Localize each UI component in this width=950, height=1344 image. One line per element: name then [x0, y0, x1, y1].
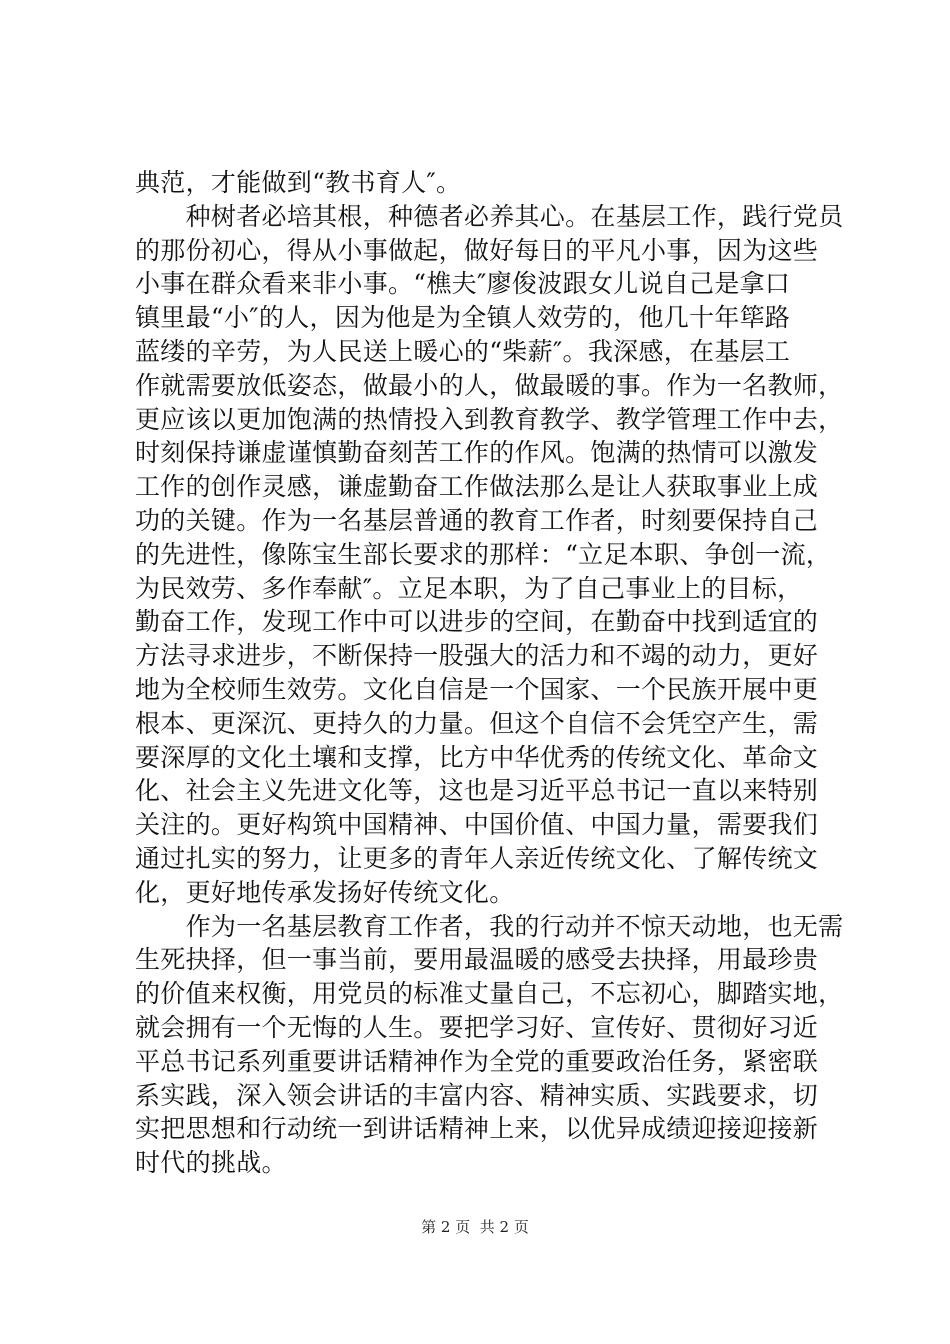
text-line: 化，更好地传承发扬好传统文化。 — [135, 877, 515, 907]
text-line: 蓝缕的辛劳，为人民送上暖心的“柴薪″。我深感，在基层工 — [135, 336, 791, 366]
text-line: 平总书记系列重要讲话精神作为全党的重要政治任务，紧密联 — [135, 1046, 819, 1076]
text-line: 就会拥有一个无悔的人生。要把学习好、宣传好、贯彻好习近 — [135, 1012, 819, 1042]
text-line: 为民效劳、多作奉献″。立足本职，为了自己事业上的目标， — [135, 573, 803, 603]
text-line: 作为一名基层教育工作者，我的行动并不惊天动地，也无需 — [135, 911, 844, 941]
text-line: 时刻保持谦虚谨慎勤奋刻苦工作的作风。饱满的热情可以激发 — [135, 438, 819, 468]
text-line: 的价值来权衡，用党员的标准丈量自己，不忘初心，脚踏实地， — [135, 979, 844, 1009]
page-number-footer: 第 2 页 共 2 页 — [421, 1218, 529, 1236]
text-line: 通过扎实的努力，让更多的青年人亲近传统文化、了解传统文 — [135, 843, 819, 873]
text-line: 地为全校师生效劳。文化自信是一个国家、一个民族开展中更 — [135, 674, 819, 704]
text-line: 化、社会主义先进文化等，这也是习近平总书记一直以来特别 — [135, 776, 819, 806]
text-line: 方法寻求进步，不断保持一股强大的活力和不竭的动力，更好 — [135, 641, 819, 671]
text-line: 种树者必培其根，种德者必养其心。在基层工作，践行党员 — [135, 201, 844, 231]
text-line: 的先进性，像陈宝生部长要求的那样：“立足本职、争创一流， — [135, 539, 832, 569]
text-line: 勤奋工作，发现工作中可以进步的空间，在勤奋中找到适宜的 — [135, 607, 819, 637]
text-line: 系实践，深入领会讲话的丰富内容、精神实质、实践要求，切 — [135, 1080, 819, 1110]
text-line: 作就需要放低姿态，做最小的人，做最暖的事。作为一名教师， — [135, 370, 844, 400]
text-line: 镇里最“小″的人，因为他是为全镇人效劳的，他几十年筚路 — [135, 303, 791, 333]
text-line: 工作的创作灵感，谦虚勤奋工作做法那么是让人获取事业上成 — [135, 472, 819, 502]
text-line: 典范，才能做到“教书育人″。 — [135, 168, 462, 197]
text-line: 根本、更深沉、更持久的力量。但这个自信不会凭空产生，需 — [135, 708, 819, 738]
text-line: 更应该以更加饱满的热情投入到教育教学、教学管理工作中去， — [135, 404, 844, 434]
text-line: 要深厚的文化土壤和支撑，比方中华优秀的传统文化、革命文 — [135, 742, 819, 772]
text-line: 实把思想和行动统一到讲话精神上来，以优异成绩迎接迎接新 — [135, 1114, 819, 1144]
text-line: 关注的。更好构筑中国精神、中国价值、中国力量，需要我们 — [135, 810, 819, 840]
text-line: 生死抉择，但一事当前，要用最温暖的感受去抉择，用最珍贵 — [135, 945, 819, 975]
text-line: 功的关键。作为一名基层普通的教育工作者，时刻要保持自己 — [135, 505, 819, 535]
body-text — [135, 166, 844, 1180]
text-line: 小事在群众看来非小事。“樵夫″廖俊波跟女儿说自己是拿口 — [135, 269, 791, 299]
text-line: 的那份初心，得从小事做起，做好每日的平凡小事，因为这些 — [135, 235, 819, 265]
text-line: 时代的挑战。 — [135, 1148, 287, 1178]
